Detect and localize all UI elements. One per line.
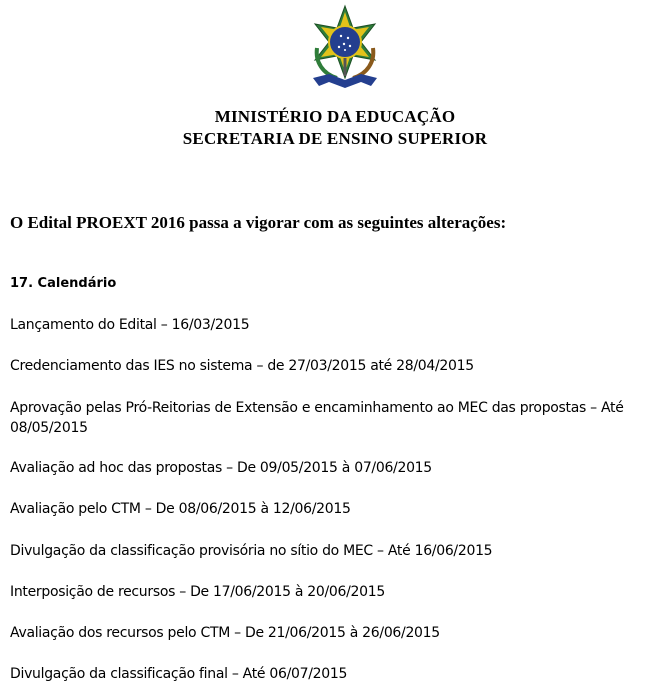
seal-sword: [344, 58, 347, 76]
coat-of-arms-icon: [305, 4, 385, 90]
calendar-entry: Avaliação pelo CTM – De 08/06/2015 à 12/06/2015: [10, 501, 351, 517]
calendar-entry: Aprovação pelas Pró-Reitorias de Extensão e encaminhamento ao MEC das propostas – Até 08/05/2015: [10, 400, 624, 436]
ministry-title: MINISTÉRIO DA EDUCAÇÃO: [214, 107, 456, 126]
calendar-entry: Credenciamento das IES no sistema – de 27/03/2015 até 28/04/2015: [10, 358, 474, 374]
calendar-entry: Avaliação dos recursos pelo CTM – De 21/06/2015 à 26/06/2015: [10, 625, 440, 641]
seal-disc: [329, 26, 361, 58]
calendar-entry: Avaliação ad hoc das propostas – De 09/05/2015 à 07/06/2015: [10, 460, 432, 476]
calendar-entry: Interposição de recursos – De 17/06/2015 à 20/06/2015: [10, 584, 385, 600]
calendar-section-title: 17. Calendário: [10, 276, 117, 291]
intro-statement: O Edital PROEXT 2016 passa a vigorar com as seguintes alterações:: [10, 213, 507, 232]
calendar-entry: Divulgação da classificação final – Até 06/07/2015: [10, 666, 348, 682]
secretariat-title: SECRETARIA DE ENSINO SUPERIOR: [182, 129, 488, 148]
calendar-entry: Lançamento do Edital – 16/03/2015: [10, 317, 250, 333]
calendar-entry: Divulgação da classificação provisória no sítio do MEC – Até 16/06/2015: [10, 543, 493, 559]
